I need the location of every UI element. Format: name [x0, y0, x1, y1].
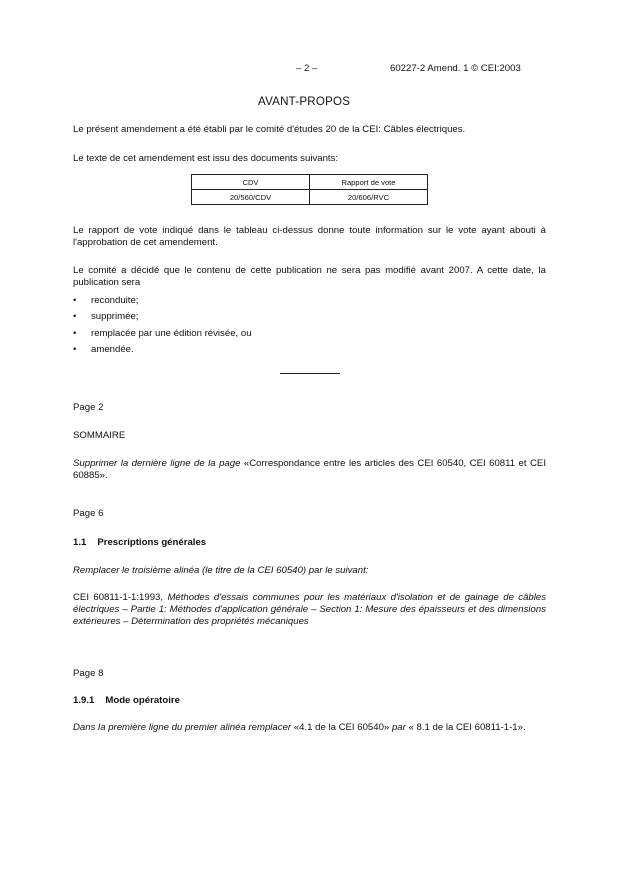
foreword-paragraph-4: Le comité a décidé que le contenu de cette publication ne sera pas modifié avant 2007. A cette date, la publication sera	[73, 265, 546, 288]
quote-1: «4.1 de la CEI 60540»	[293, 722, 390, 733]
clause-1-1-instruction: Remplacer le troisième alinéa (le titre de la CEI 60540) par le suivant:	[73, 565, 369, 576]
publication-options-list	[73, 293, 252, 358]
page-2-label: Page 2	[73, 402, 104, 413]
sommaire-heading: SOMMAIRE	[73, 430, 126, 441]
page-number: – 2 –	[296, 63, 318, 74]
table-row	[192, 190, 428, 205]
page-6-label: Page 6	[73, 508, 104, 519]
list-item	[73, 293, 252, 309]
clause-title: Mode opératoire	[105, 695, 180, 706]
table-header-row	[192, 175, 428, 190]
bullet-icon: •	[73, 343, 77, 355]
foreword-paragraph-1: Le présent amendement a été établi par le comité d'études 20 de la CEI: Câbles électriques.	[73, 124, 466, 135]
clause-1-9-1-heading	[73, 695, 546, 707]
list-item	[73, 326, 252, 342]
clause-title: Prescriptions générales	[97, 537, 207, 548]
list-item-text: supprimée;	[91, 311, 139, 323]
separator-line	[280, 373, 340, 374]
clause-1-9-1-instruction	[73, 722, 546, 734]
bullet-icon: •	[73, 295, 77, 306]
foreword-paragraph-3: Le rapport de vote indiqué dans le tableau ci-dessus donne toute information sur le vote ayant abouti à l'approbation de cet amendement.	[73, 225, 546, 248]
bullet-icon: •	[73, 327, 77, 339]
table-cell: 20/560/CDV	[192, 190, 310, 205]
reference-number: CEI 60811-1-1:1993,	[73, 592, 164, 603]
list-item-text: remplacée par une édition révisée, ou	[91, 327, 252, 339]
bullet-icon: •	[73, 311, 77, 323]
reference-title: Méthodes d'essais communes pour les matériaux d'isolation et de gainage de câbles électriques – Partie 1: Méthodes d'application générale – Section 1: Mesure des épaisseurs et des dimensions extérieures – Détermination des propriétés mécaniques	[73, 592, 547, 627]
instruction-italic: Supprimer la dernière ligne de la page	[73, 458, 241, 469]
table-header-cell: Rapport de vote	[310, 175, 428, 190]
table-header-cell: CDV	[192, 175, 310, 190]
quote-2: « 8.1 de la CEI 60811-1-1».	[408, 722, 526, 733]
list-item-text: reconduite;	[91, 295, 139, 306]
list-item	[73, 309, 252, 325]
clause-1-1-heading	[73, 537, 546, 549]
clause-number: 1.1	[73, 537, 87, 548]
page-8-label: Page 8	[73, 668, 104, 679]
instruction-quote: «Correspondance entre les articles des CEI 60540, CEI 60811 et CEI 60885».	[73, 458, 547, 481]
clause-1-1-reference	[73, 592, 546, 628]
document-reference: 60227-2 Amend. 1 © CEI:2003	[390, 63, 521, 74]
list-item	[73, 342, 252, 358]
sommaire-instruction	[73, 458, 546, 482]
list-item-text: amendée.	[91, 343, 134, 355]
foreword-title: AVANT-PROPOS	[258, 95, 351, 108]
clause-number: 1.9.1	[73, 695, 95, 706]
table-cell: 20/606/RVC	[310, 190, 428, 205]
voting-documents-table	[191, 174, 428, 205]
instruction-part-2: par	[391, 722, 406, 733]
foreword-paragraph-2: Le texte de cet amendement est issu des documents suivants:	[73, 153, 339, 164]
instruction-part-1: Dans la première ligne du premier alinéa remplacer	[73, 722, 292, 733]
